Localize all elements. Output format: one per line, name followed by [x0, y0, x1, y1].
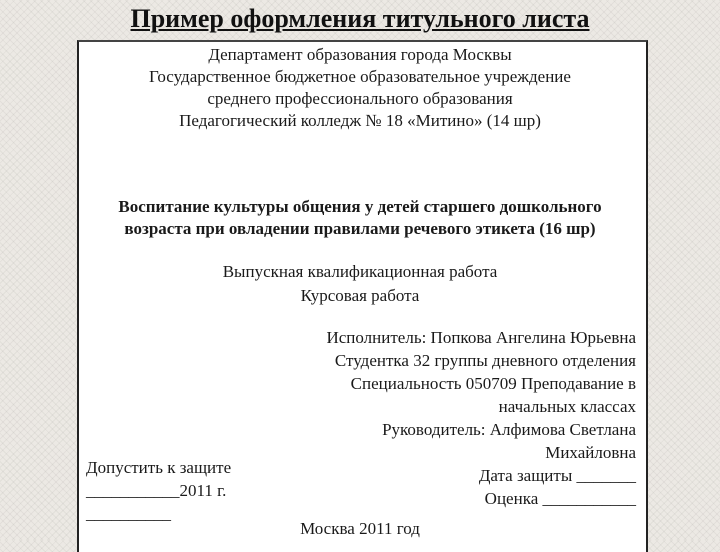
- specialty-line-cont: начальных классах: [498, 397, 636, 416]
- supervisor-line: Руководитель: Алфимова Светлана: [382, 420, 636, 439]
- work-title: [0, 196, 720, 240]
- admission-label: Допустить к защите: [86, 458, 232, 477]
- defense-date-line: Дата защиты _______: [478, 466, 636, 485]
- work-type-coursework: Курсовая работа: [300, 286, 420, 305]
- grade-line: Оценка ___________: [484, 489, 636, 508]
- author-line: Исполнитель: Попкова Ангелина Юрьевна: [326, 328, 636, 347]
- institution-line: Государственное бюджетное образовательное учреждение: [149, 67, 571, 86]
- work-type: [0, 260, 720, 308]
- admission-signature-line: __________: [86, 504, 171, 523]
- page-title: Пример оформления титульного листа: [130, 4, 590, 33]
- admission-block: [86, 456, 231, 525]
- college-line: Педагогический колледж № 18 «Митино» (14 шр): [179, 111, 541, 130]
- admission-date-line: ___________2011 г.: [86, 481, 227, 500]
- student-group-line: Студентка 32 группы дневного отделения: [334, 351, 636, 370]
- education-level-line: среднего профессионального образования: [207, 89, 513, 108]
- city-year: Москва 2011 год: [300, 519, 420, 538]
- supervisor-line-cont: Михайловна: [545, 443, 636, 462]
- author-info: [326, 326, 636, 510]
- department-line: Департамент образования города Москвы: [208, 45, 512, 64]
- specialty-line: Специальность 050709 Преподавание в: [350, 374, 636, 393]
- work-title-line-2: возраста при овладении правилами речевого этикета (16 шр): [124, 219, 596, 238]
- institution-header: [0, 44, 720, 132]
- work-type-thesis: Выпускная квалификационная работа: [222, 262, 498, 281]
- work-title-line-1: Воспитание культуры общения у детей старшего дошкольного: [118, 197, 602, 216]
